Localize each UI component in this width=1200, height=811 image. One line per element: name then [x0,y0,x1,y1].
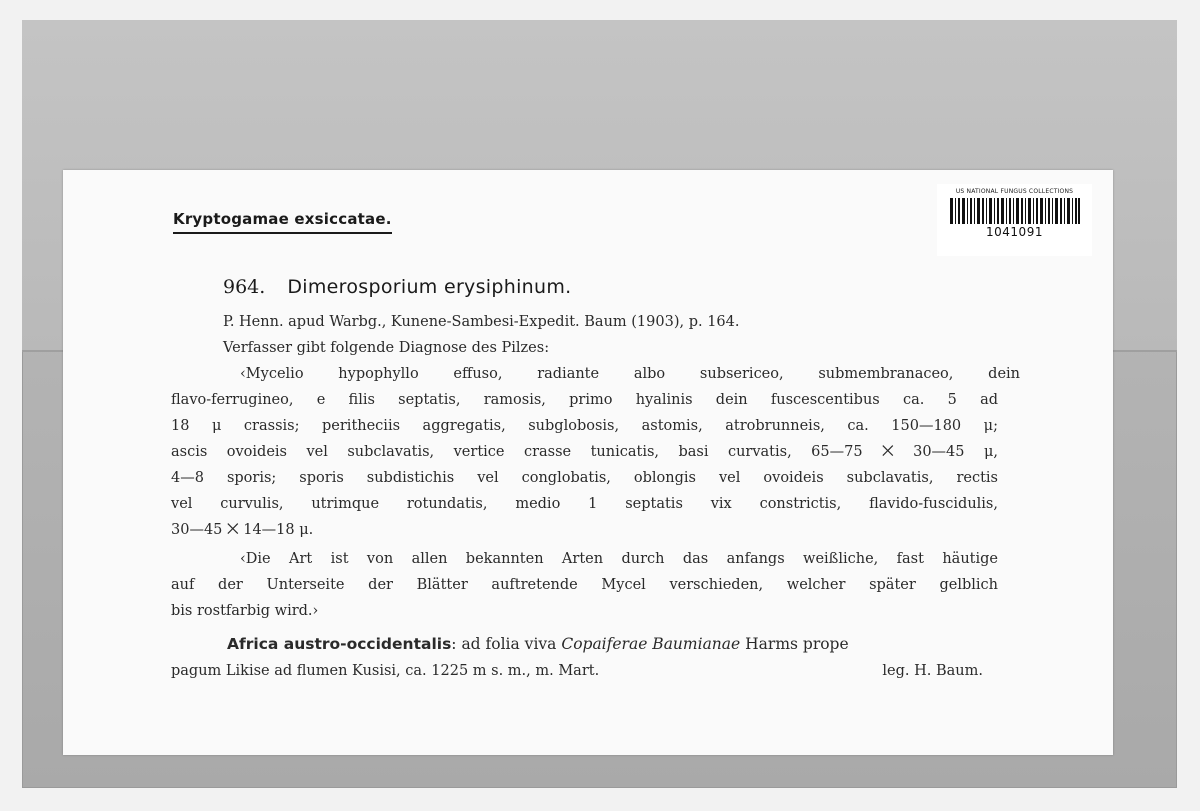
latin-diagnosis-line-3: 18 μ crassis; peritheciis aggregatis, subglobosis, astomis, atrobrunneis, ca. 150—180 μ; [171,418,998,434]
host-plant: Copaiferae Baumianae [561,635,741,653]
german-note-line-2: auf der Unterseite der Blätter auftretende Mycel verschieden, welcher später gelblich [171,577,998,593]
latin-diagnosis-line-7: 30—45 ⨉ 14—18 μ. [171,522,314,538]
entry-number: 964. [223,276,266,298]
barcode-label [937,184,1092,256]
entry-heading [223,276,572,298]
barcode-caption: US NATIONAL FUNGUS COLLECTIONS [955,188,1074,195]
latin-diagnosis-line-4: ascis ovoideis vel subclavatis, vertice crasse tunicatis, basi curvatis, 65—75 ⨉ 30—45 μ, [171,444,998,460]
citation-line: P. Henn. apud Warbg., Kunene-Sambesi-Expedit. Baum (1903), p. 164. [223,314,740,330]
latin-diagnosis-line-6: vel curvulis, utrimque rotundatis, medio 1 septatis vix constrictis, flavido-fuscidulis, [171,496,998,512]
german-note-line-3: bis rostfarbig wird.› [171,603,319,619]
locality-text-a: : ad folia viva [451,635,562,653]
latin-diagnosis-line-5: 4—8 sporis; sporis subdistichis vel conglobatis, oblongis vel ovoideis subclavatis, rectis [171,470,998,486]
locality-line-2 [171,663,983,679]
locality-detail: pagum Likise ad flumen Kusisi, ca. 1225 m s. m., m. Mart. [171,663,600,679]
latin-diagnosis-line-1: ‹Mycelio hypophyllo effuso, radiante albo subsericeo, submembranaceo, dein [240,366,1020,382]
latin-diagnosis-line-2: flavo-ferrugineo, e filis septatis, ramosis, primo hyalinis dein fuscescentibus ca. 5 ad [171,392,998,408]
species-name: Dimerosporium erysiphinum. [287,276,572,298]
herbarium-label [63,170,1113,755]
collector: leg. H. Baum. [882,663,983,679]
series-title: Kryptogamae exsiccatae. [173,210,392,234]
intro-line: Verfasser gibt folgende Diagnose des Pilzes: [223,340,550,356]
barcode-icon [950,198,1080,224]
german-note-line-1: ‹Die Art ist von allen bekannten Arten durch das anfangs weißliche, fast häutige [240,551,998,567]
barcode-number: 1041091 [986,225,1043,239]
locality-region: Africa austro-occidentalis [227,635,452,653]
locality-line-1 [227,635,849,653]
locality-text-b: Harms prope [740,635,849,653]
